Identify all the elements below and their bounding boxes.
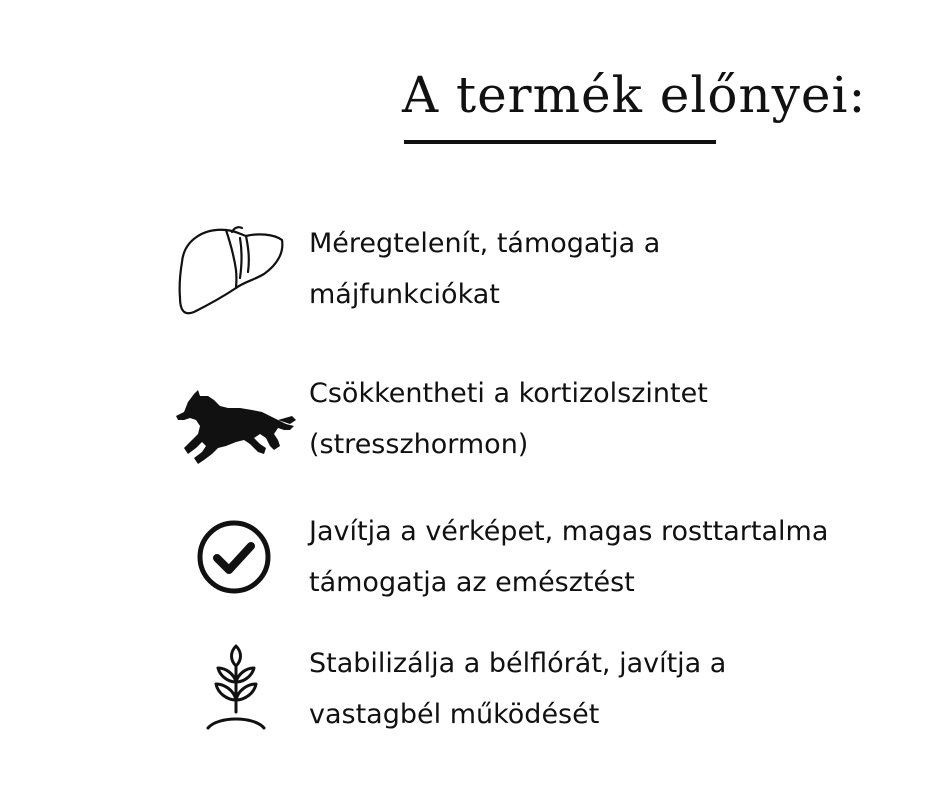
liver-icon [174, 222, 286, 318]
benefit-text [309, 368, 708, 470]
benefit-text [309, 638, 726, 740]
benefit-line: Javítja a vérképet, magas rosttartalma [309, 516, 829, 547]
benefit-text [309, 506, 828, 608]
check-circle-icon [195, 518, 273, 596]
benefit-line: (stresszhormon) [309, 429, 529, 460]
benefit-text [309, 218, 660, 320]
benefit-line: Méregtelenít, támogatja a [309, 228, 661, 259]
horse-icon [174, 386, 298, 466]
benefit-line: vastagbél működését [309, 699, 600, 730]
benefit-line: Csökkentheti a kortizolszintet [309, 378, 708, 409]
benefit-line: májfunkciókat [309, 279, 500, 310]
title-underline [404, 140, 716, 144]
page-title: A termék előnyei: [402, 66, 867, 124]
sprout-icon [204, 642, 268, 732]
benefit-line: Stabilizálja a bélflórát, javítja a [309, 648, 727, 679]
benefit-line: támogatja az emésztést [309, 567, 635, 598]
